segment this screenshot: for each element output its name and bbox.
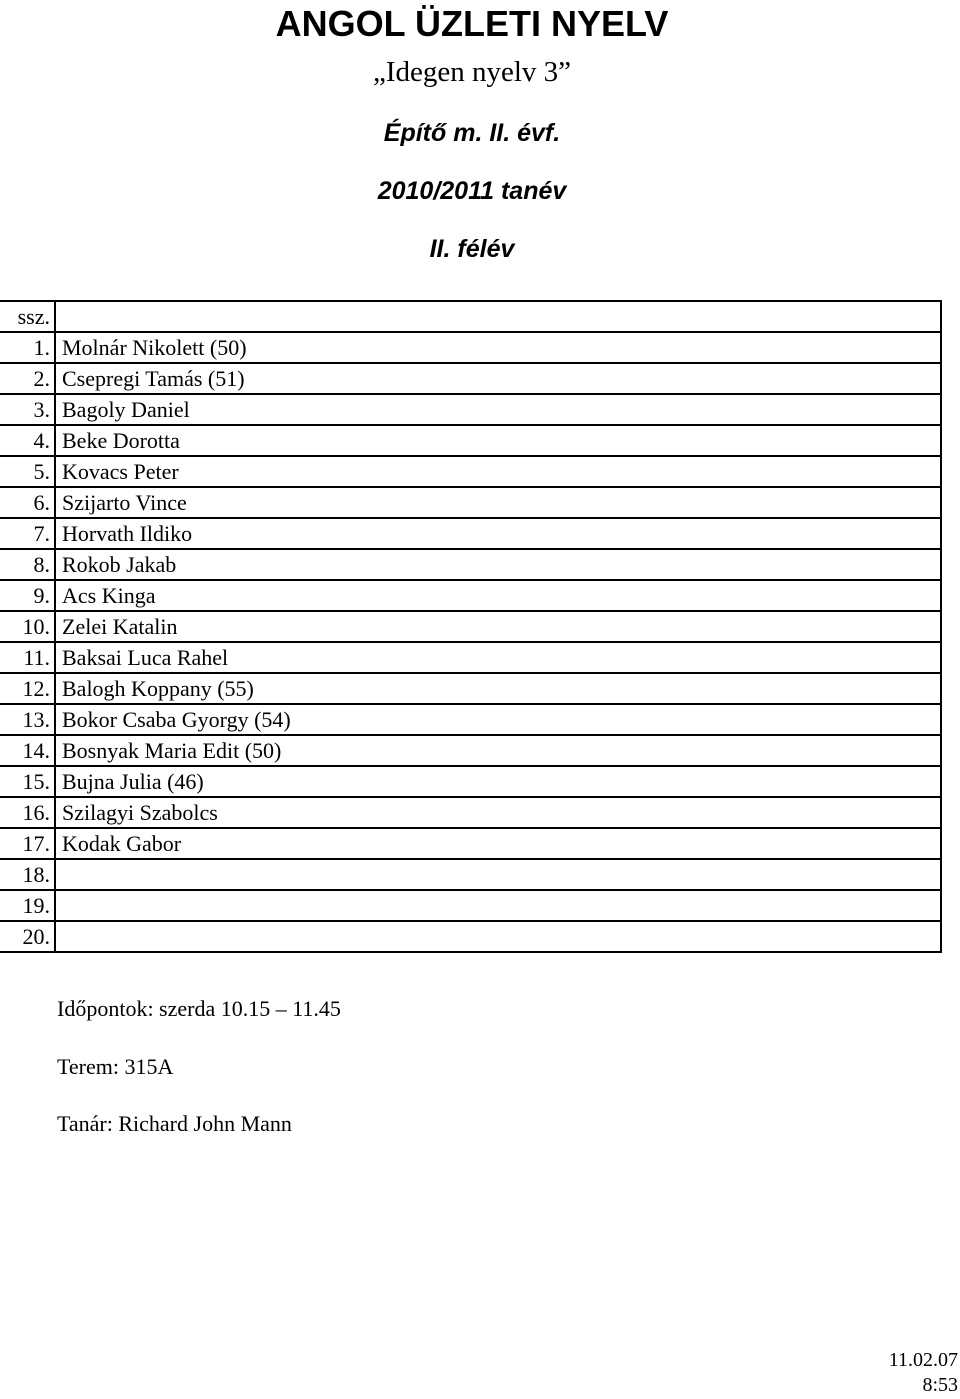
- row-number: 11.: [0, 642, 55, 673]
- row-number: 1.: [0, 332, 55, 363]
- schedule-times: Időpontok: szerda 10.15 – 11.45: [57, 996, 341, 1021]
- table-row: [0, 921, 941, 952]
- table-row: [0, 425, 941, 456]
- student-name: [55, 921, 941, 952]
- student-name: Bokor Csaba Gyorgy (54): [55, 704, 941, 735]
- table-header-row: [0, 301, 941, 332]
- row-number: 13.: [0, 704, 55, 735]
- table-row: [0, 642, 941, 673]
- table-row: [0, 363, 941, 394]
- table-row: [0, 332, 941, 363]
- table-row: [0, 580, 941, 611]
- row-number: 9.: [0, 580, 55, 611]
- course-subtitle: „Idegen nyelv 3”: [372, 56, 572, 88]
- print-time: 8:53: [922, 1374, 958, 1396]
- row-number: 5.: [0, 456, 55, 487]
- table-row: [0, 890, 941, 921]
- student-name: [55, 890, 941, 921]
- table-row: [0, 735, 941, 766]
- room-label: Terem: 315A: [57, 1054, 174, 1079]
- student-name: Kodak Gabor: [55, 828, 941, 859]
- name-header-cell: [55, 301, 941, 332]
- student-name: [55, 859, 941, 890]
- student-name: Bosnyak Maria Edit (50): [55, 735, 941, 766]
- row-number: 2.: [0, 363, 55, 394]
- student-name: Szijarto Vince: [55, 487, 941, 518]
- table-row: [0, 797, 941, 828]
- student-name: Beke Dorotta: [55, 425, 941, 456]
- teacher-label: Tanár: Richard John Mann: [57, 1111, 292, 1136]
- row-number: 15.: [0, 766, 55, 797]
- student-name: Csepregi Tamás (51): [55, 363, 941, 394]
- student-name: Zelei Katalin: [55, 611, 941, 642]
- table-row: [0, 611, 941, 642]
- print-timestamp: [889, 1348, 958, 1398]
- student-name: Horvath Ildiko: [55, 518, 941, 549]
- row-number: 14.: [0, 735, 55, 766]
- print-date: 11.02.07: [888, 1349, 958, 1371]
- table-row: [0, 487, 941, 518]
- row-number: 4.: [0, 425, 55, 456]
- student-name: Rokob Jakab: [55, 549, 941, 580]
- document-title: ANGOL ÜZLETI NYELV: [275, 3, 669, 44]
- row-number: 19.: [0, 890, 55, 921]
- row-number: 10.: [0, 611, 55, 642]
- table-row: [0, 859, 941, 890]
- table-row: [0, 673, 941, 704]
- row-number: 18.: [0, 859, 55, 890]
- student-name: Szilagyi Szabolcs: [55, 797, 941, 828]
- row-number: 7.: [0, 518, 55, 549]
- table-row: [0, 394, 941, 425]
- student-roster-table: [0, 300, 942, 953]
- row-number: 17.: [0, 828, 55, 859]
- row-number: 8.: [0, 549, 55, 580]
- row-number: 3.: [0, 394, 55, 425]
- table-row: [0, 766, 941, 797]
- student-name: Acs Kinga: [55, 580, 941, 611]
- table-row: [0, 549, 941, 580]
- table-row: [0, 828, 941, 859]
- student-name: Balogh Koppany (55): [55, 673, 941, 704]
- group-label: Építő m. II. évf.: [383, 119, 561, 147]
- student-name: Kovacs Peter: [55, 456, 941, 487]
- row-number: 16.: [0, 797, 55, 828]
- row-number: 6.: [0, 487, 55, 518]
- semester-label: II. félév: [429, 235, 515, 263]
- academic-year-label: 2010/2011 tanév: [377, 177, 567, 205]
- student-name: Baksai Luca Rahel: [55, 642, 941, 673]
- row-number: 20.: [0, 921, 55, 952]
- student-name: Bujna Julia (46): [55, 766, 941, 797]
- student-name: Molnár Nikolett (50): [55, 332, 941, 363]
- table-row: [0, 456, 941, 487]
- student-name: Bagoly Daniel: [55, 394, 941, 425]
- table-row: [0, 518, 941, 549]
- row-number: 12.: [0, 673, 55, 704]
- table-row: [0, 704, 941, 735]
- serial-number-header: ssz.: [0, 301, 55, 332]
